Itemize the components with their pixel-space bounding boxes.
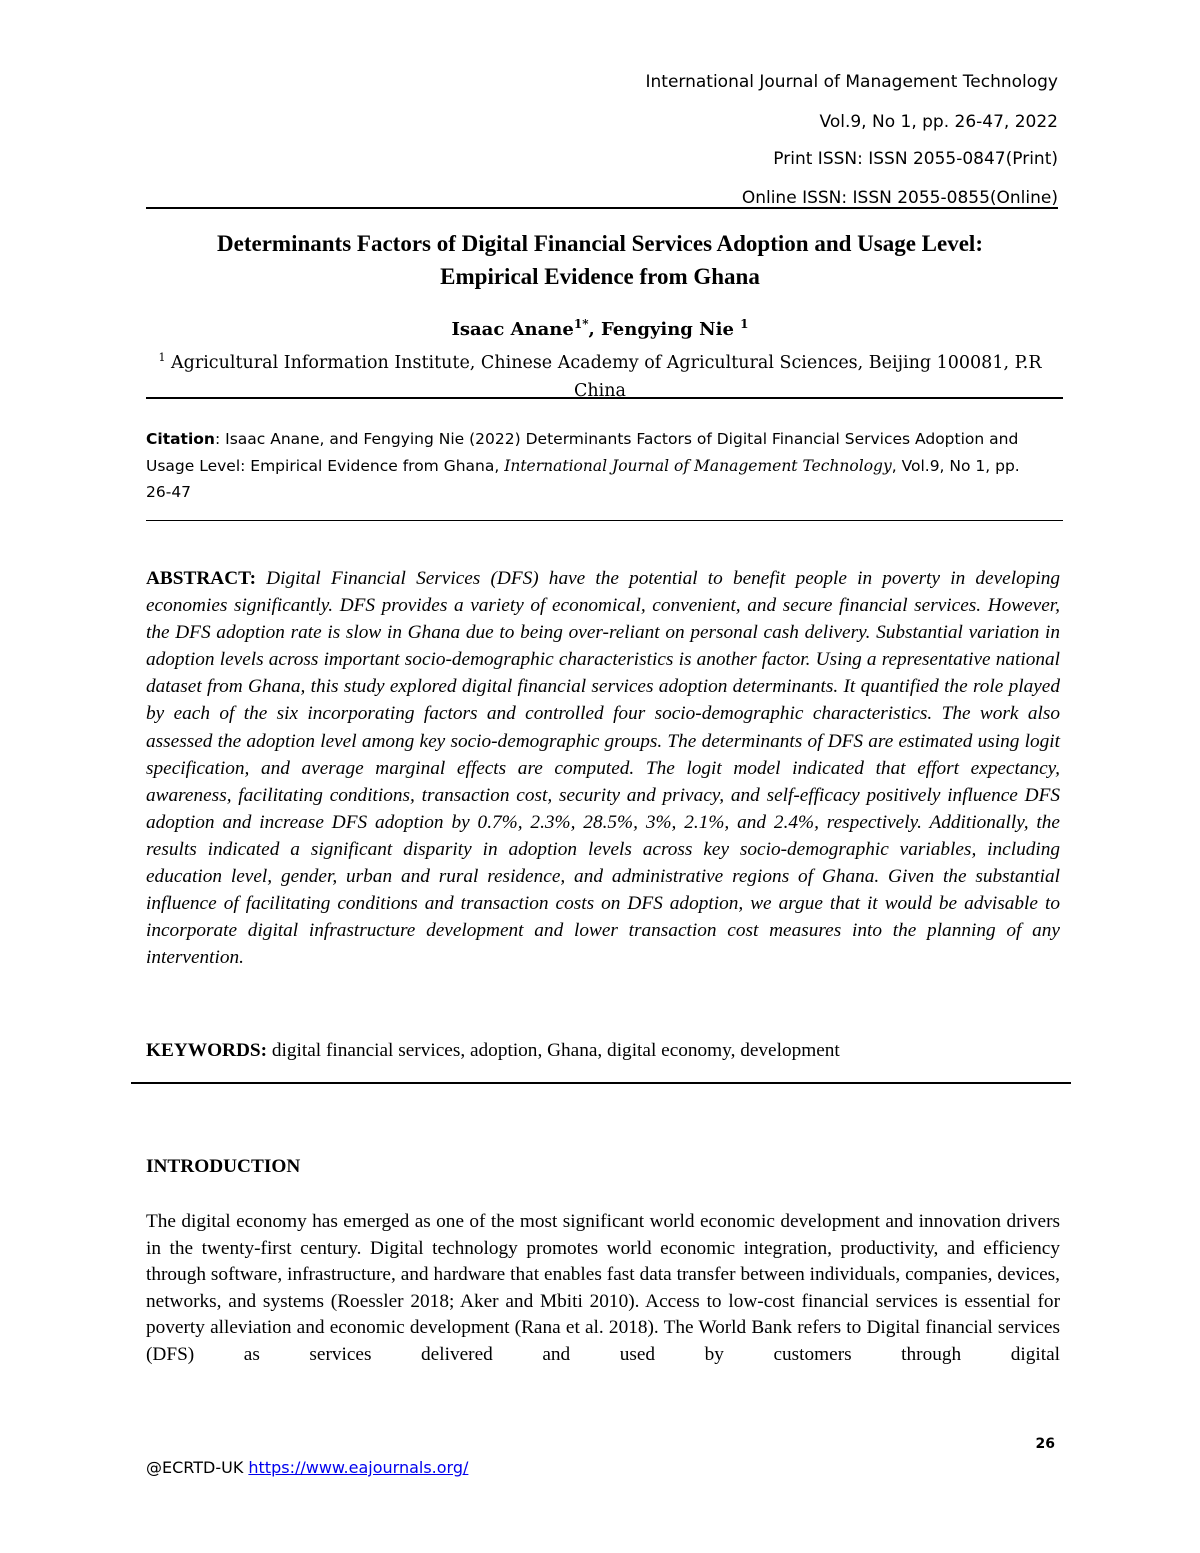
paper-title-line-1: Determinants Factors of Digital Financial Services Adoption and Usage Level: (217, 231, 983, 256)
affiliation-mark: 1 (158, 351, 166, 364)
paper-title (0, 227, 1200, 293)
citation-journal: International Journal of Management Technology (504, 456, 892, 475)
journal-name: International Journal of Management Technology (645, 72, 1058, 92)
page-number: 26 (1035, 1436, 1055, 1452)
paper-title-line-2: Empirical Evidence from Ghana (440, 264, 760, 289)
citation-tail: , Vol.9, No 1, pp. 26-47 (146, 456, 1020, 501)
keywords-label: KEYWORDS: (146, 1040, 268, 1061)
online-issn: Online ISSN: ISSN 2055-0855(Online) (741, 188, 1058, 208)
author-1: Isaac Anane (451, 319, 574, 340)
abstract (146, 565, 1060, 971)
introduction-paragraph: The digital economy has emerged as one of the most significant world economic development and innovation drivers in the twenty-first century. Digital technology promotes world economic integration, productivity, and efficiency through software, infrastructure, and hardware that enables fast data transfer between individuals, companies, devices, networks, and systems (Roessler 2018; Aker and Mbiti 2010). Access to low-cost financial services is essential for poverty alleviation and economic development (Rana et al. 2018). The World Bank refers to Digital financial services (DFS) as services delivered and used by customers through digital (146, 1211, 1060, 1365)
citation-text: : Isaac Anane, and Fengying Nie (2022) Determinants Factors of Digital Financial Services Adoption and Usage Level: Empirical Evidence from Ghana, (146, 430, 1019, 475)
citation-divider (146, 520, 1063, 521)
citation-label: Citation (146, 430, 215, 448)
author-list (0, 317, 1200, 340)
publisher-link[interactable]: https://www.eajournals.org/ (248, 1458, 469, 1477)
affiliation-text: Agricultural Information Institute, Chinese Academy of Agricultural Sciences, Beijing 100081, P.R China (165, 352, 1042, 401)
introduction-heading: INTRODUCTION (146, 1156, 301, 1177)
author-separator: , Fengying Nie (588, 319, 741, 340)
keywords (146, 1040, 1060, 1062)
footer (146, 1458, 468, 1477)
author-1-affiliation-mark: 1* (573, 317, 589, 331)
header-divider (146, 207, 1058, 209)
keywords-text: digital financial services, adoption, Ghana, digital economy, development (267, 1040, 840, 1061)
publisher-label: @ECRTD-UK (146, 1458, 249, 1477)
abstract-label: ABSTRACT: (146, 568, 256, 589)
affiliation (140, 344, 1060, 405)
print-issn: Print ISSN: ISSN 2055-0847(Print) (773, 149, 1058, 169)
abstract-text: Digital Financial Services (DFS) have the potential to benefit people in poverty in developing economies significantly. DFS provides a variety of economical, convenient, and secure financial services. However, the DFS adoption rate is slow in Ghana due to being over-reliant on personal cash delivery. Substantial variation in adoption levels across important socio-demographic characteristics is another factor. Using a representative national dataset from Ghana, this study explored digital financial services adoption determinants. It quantified the role played by each of the six incorporating factors and controlled four socio-demographic characteristics. The work also assessed the adoption level among key socio-demographic groups. The determinants of DFS are estimated using logit specification, and average marginal effects are computed. The logit model indicated that effort expectancy, awareness, facilitating conditions, transaction cost, security and privacy, and self-efficacy positively influence DFS adoption and increase DFS adoption by 0.7%, 2.3%, 28.5%, 3%, 2.1%, and 2.4%, respectively. Additionally, the results indicated a significant disparity in adoption levels across key socio-demographic variables, including education level, gender, urban and rural residence, and administrative regions of Ghana. Given the substantial influence of facilitating conditions and transaction costs on DFS adoption, we argue that it would be advisable to incorporate digital infrastructure development and lower transaction cost measures into the planning of any intervention. (146, 568, 1060, 969)
keywords-divider (131, 1082, 1071, 1084)
author-2-affiliation-mark: 1 (740, 317, 749, 331)
citation-block (146, 426, 1036, 506)
affiliation-divider (146, 397, 1063, 399)
volume-info: Vol.9, No 1, pp. 26-47, 2022 (819, 112, 1058, 132)
